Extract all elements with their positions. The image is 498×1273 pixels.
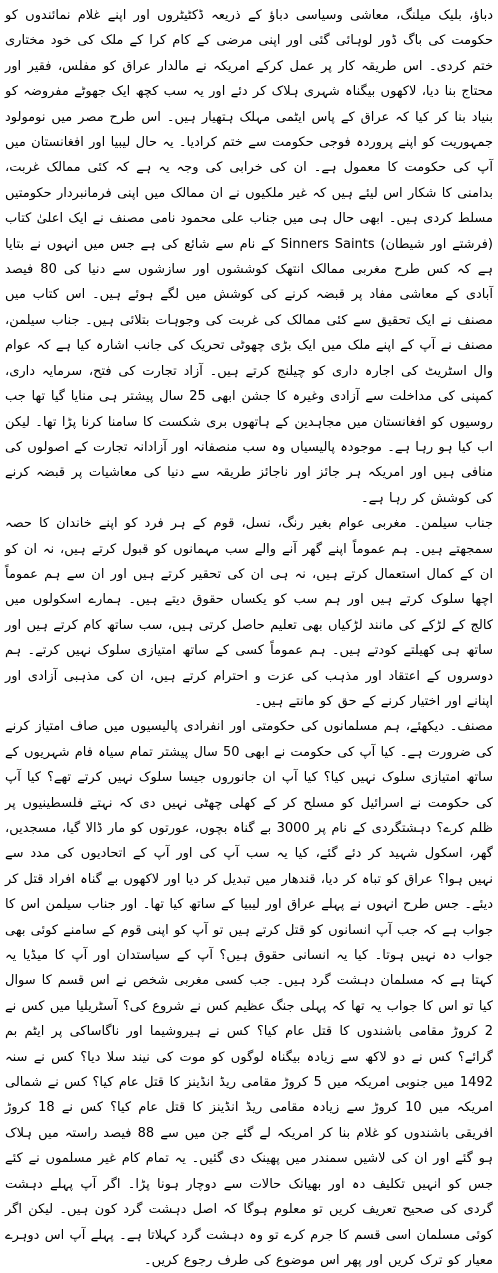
article-paragraph: مصنف۔ دیکھئے، ہم مسلمانوں کی حکومتی اور انفرادی پالیسیوں میں صاف امتیاز کرنے کی ضرورت ہے۔ کیا آپ کی حکومت نے ابھی 50 سال پیشتر تمام سیاہ فام شہریوں کے ساتھ امتیازی سلوک نہیں کیا؟ کیا آپ ان جانوروں جیسا سلوک نہیں کرتے تھے؟ کیا آپ کی حکومت نے اسرائیل کو مسلح کر کے کھلی چھٹی نہیں دی کہ نہتے فلسطینیوں پر ظلم کرے؟ دہشتگردی کے نام پر 3000 بے گناہ بچوں، عورتوں کو مار ڈالا گیا، مسجدیں، گھر، اسکول شہید کر دئے گئے، کیا یہ سب آپ کی اور آپ کے اتحادیوں کی مدد سے نہیں ہوا؟ عراق کو تباہ کر دیا، قندھار میں تبدیل کر دیا اور لاکھوں بے گناہ افراد قتل کر دیئے۔ جس طرح انہوں نے پہلے عراق اور لیبیا کے ساتھ کیا تھا۔ اور جناب سیلمن اس کا جواب ہے کہ جب آپ انسانوں کو قتل کرتے ہیں تو آپ کو اپنی قوم کے سامنے کوئی بھی جواب دہ نہیں ہوتا۔ کیا یہ انسانی حقوق ہیں؟ آپ کے سیاستدان اور آپ کا میڈیا یہ کہتا ہے کہ مسلمان دہشت گرد ہیں۔ جب کسی مغربی شخص نے اس قسم کا سوال کیا تو اس کا جواب یہ تھا کہ پہلی جنگ عظیم کس نے شروع کی؟ آسٹریلیا میں کس نے 2 کروڑ مقامی باشندوں کا قتل عام کیا؟ کس نے ہیروشیما اور ناگاساکی پر ایٹم بم گرائے؟ کس نے دو لاکھ سے زیادہ بیگناہ لوگوں کو موت کی نیند سلا دیا؟ کس نے سنہ 1492 میں جنوبی امریکہ میں 5 کروڑ مقامی ریڈ انڈینز کا قتل عام کیا؟ کس نے شمالی امریکہ میں 10 کروڑ سے زیادہ مقامی ریڈ انڈینز کا قتل عام کیا؟ کس نے 18 کروڑ افریقی باشندوں کو غلام بنا کر امریکہ لے گئے جن میں سے 88 فیصد راستہ میں ہلاک ہو گئے اور ان کی لاشیں سمندر میں پھینک دی گئیں۔ یہ تمام کام غیر مسلموں نے کئے جس کو انہیں تکلیف دہ اور بھیانک حالات سے دوچار ہونا پڑا۔ اگر آپ پہلے دہشت گردی کی صحیح تعریف کریں تو معلوم ہوگا کہ اصل دہشت گرد کون ہیں۔ لیکن اگر کوئی مسلمان اسی قسم کا جرم کرے تو وہ دہشت گرد کہلاتا ہے۔ پہلے آپ اس دوہرے معیار کو ترک کریں اور پھر اس موضوع کی طرف رجوع کریں۔ [5,719,493,1268]
article-paragraph: جناب سیلمن۔ مغربی عوام بغیر رنگ، نسل، قوم کے ہر فرد کو اپنے خاندان کا حصہ سمجھتے ہیں۔ ہم عموماً اپنے گھر آنے والے سب مہمانوں کو قبول کرتے ہیں، نہ ان کو ان کے کمال استعمال کرتے ہیں، نہ ہی ان کی تحقیر کرتے ہیں اور ان سے ہم عموماً اچھا سلوک کرتے ہیں اور ہم سب کو یکساں حقوق دیتے ہیں۔ ہمارے اسکولوں میں کالج کے لڑکے کی مانند لڑکیاں بھی تعلیم حاصل کرتی ہیں، سب ساتھ کام کرتے ہیں اور ساتھ ہی کھیلتے کودتے ہیں۔ ہم عموماً کسی کے ساتھ امتیازی سلوک نہیں کرتے۔ ہم دوسروں کے اعتقاد اور مذہب کی عزت و احترام کرتے ہیں، ان کی مذہبی آزادی اور اپنانے اور اختیار کرنے کے حق کو مانتے ہیں۔ [5,516,493,709]
article-paragraph: دباؤ، بلیک میلنگ، معاشی وسیاسی دباؤ کے ذریعہ ڈکٹیٹروں اور اپنے غلام نمائندوں کو حکومت کی باگ ڈور لوہائی گئی اور اپنی مرضی کے کام کرا کے ملک کی خود مختاری ختم کردی۔ اس طریقہ کار پر عمل کرکے امریکہ نے مالدار عراق کو مفلس، فقیر اور محتاج بنا دیا، لاکھوں بیگناہ شہری ہلاک کر دئے اور یہ سب کچھ ایک جھوٹے مفروضہ کو بنیاد بنا کر کیا کہ عراق کے پاس ایٹمی مہلک ہتھیار ہیں۔ اس طرح مصر میں نومولود جمہوریت کو اپنے پروردہ فوجی حکومت سے ختم کرادیا۔ یہ حال لیبیا اور افغانستان میں آپ کی حکومت کا معمول ہے۔ ان کی خرابی کی وجہ یہ ہے کہ کئی ممالک غربت، بدامنی کا شکار اس لیئے ہیں کہ غیر ملکیوں نے ان ممالک میں اپنی فرمانبردار حکومتیں مسلط کردی ہیں۔ ابھی حال ہی میں جناب علی محمود نامی مصنف نے ایک اعلیٰ کتاب (فرشتے اور شیطان) Sinners Saints کے نام سے شائع کی ہے جس میں انہوں نے بتایا ہے کہ کس طرح مغربی ممالک انتھک کوششوں اور سازشوں سے دنیا کی 80 فیصد آبادی کے معاشی مفاد پر قبضہ کرنے کی کوشش میں لگے ہوئے ہیں۔ اس کتاب میں مصنف نے ایک تحقیق سے کئی ممالک کی غربت کی وجوہات بتلائی ہیں۔ جناب سیلمن، مصنف نے آپ کے اپنے ملک میں ایک بڑی چھوٹی تحریک کی جانب اشارہ کیا ہے کہ عوام وال اسٹریٹ کی اجارہ داری کو چیلنج کرتے ہیں۔ آزاد تجارت کی فتح، سرمایہ داری، کمپنی کی مداخلت سے آزادی وغیرہ کا جشن ابھی 25 سال پیشتر ہی منایا گیا تھا جب روسیوں کو افغانستان میں مجاہدین کے ہاتھوں بری شکست کا سامنا کرنا پڑا تھا۔ لیکن اب کیا ہو رہا ہے۔ موجودہ پالیسیاں وہ سب منصفانہ اور آزادانہ تجارت کے اصولوں کی منافی ہیں اور امریکہ ہر جائز اور ناجائز طریقہ سے دنیا کی معاشیات پر قبضہ کرنے کی کوشش کر رہا ہے۔ [5,8,494,506]
